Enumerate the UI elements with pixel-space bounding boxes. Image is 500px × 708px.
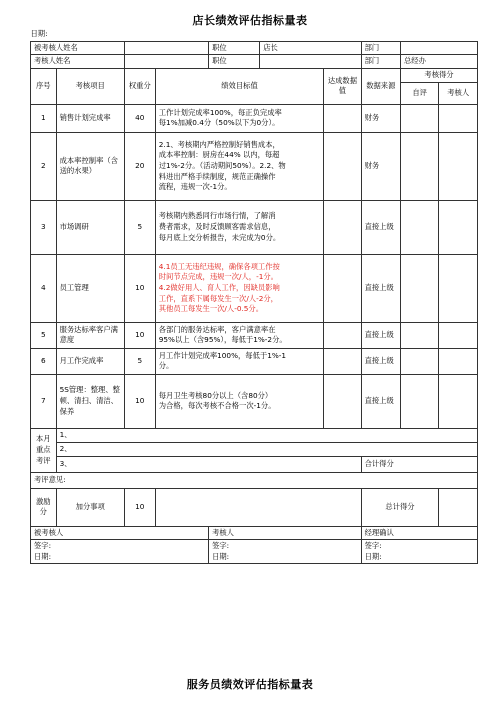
manager-sign-cell[interactable]: [361, 540, 477, 564]
row-weight: 10: [124, 254, 155, 322]
row-self-score[interactable]: [401, 200, 439, 254]
focus-item-3[interactable]: 3、: [56, 456, 361, 472]
row-rater-score[interactable]: [439, 200, 478, 254]
date-label: 日期:: [364, 551, 382, 561]
row-target: [155, 348, 323, 374]
row-no: 6: [31, 348, 57, 374]
table-row: [31, 348, 478, 374]
row-weight: 20: [124, 132, 155, 200]
focus-label: 本月重点考评: [31, 428, 57, 472]
bonus-weight: 10: [124, 488, 155, 526]
assessor-dept-label: 部门: [361, 55, 400, 69]
row-item: 5S管理：整理、整顿、清扫、清洁、保养: [56, 374, 124, 428]
row-rater-score[interactable]: [439, 254, 478, 322]
header-row: [31, 68, 478, 82]
row-source: 财务: [361, 132, 400, 200]
assessee-dept-value[interactable]: [401, 41, 478, 55]
target-line: 4.2做好用人、育人工作，因缺员影响: [158, 282, 280, 292]
row-item: 销售计划完成率: [56, 104, 124, 132]
row-no: 5: [31, 322, 57, 348]
assessee-position-value[interactable]: 店长: [260, 41, 361, 55]
date-label: 日期:: [31, 28, 478, 41]
sign-label: 签字:: [34, 541, 52, 551]
target-line: 费者需求，及时反馈顾客需求信息，: [158, 221, 276, 231]
assessor-name-value[interactable]: [124, 55, 208, 69]
row-achieved[interactable]: [324, 254, 361, 322]
assessee-position-label: 职位: [209, 41, 260, 55]
table-row: [31, 254, 478, 322]
row-source: 直接上级: [361, 322, 400, 348]
row-achieved[interactable]: [324, 132, 361, 200]
header-no: 序号: [31, 68, 57, 104]
row-no: 4: [31, 254, 57, 322]
target-line: 4.1员工无违纪违规，确保各项工作按: [158, 261, 280, 271]
row-weight: 10: [124, 322, 155, 348]
sign-label: 签字:: [212, 541, 230, 551]
bonus-detail[interactable]: [155, 488, 361, 526]
target-line: 其他员工每发生一次/人-0.5分。: [158, 304, 264, 314]
target-line: 时间节点完成，违规一次/人，-1分。: [158, 272, 278, 282]
sign-row: [31, 540, 478, 564]
row-no: 3: [31, 200, 57, 254]
row-item: 月工作完成率: [56, 348, 124, 374]
row-source: 直接上级: [361, 374, 400, 428]
target-line: 过1%-2分。（活动期间50%）。2.2、物: [158, 160, 286, 170]
focus-row: [31, 442, 478, 456]
row-source: 直接上级: [361, 348, 400, 374]
sign-col-manager: 经理确认: [361, 526, 477, 540]
assessor-dept-value[interactable]: 总经办: [401, 55, 478, 69]
bonus-row: [31, 488, 478, 526]
date-label: 日期:: [34, 551, 52, 561]
info-row-assessee: [31, 41, 478, 55]
sign-col-assessee: 被考核人: [31, 526, 209, 540]
row-item: 成本率控制率（含送的水果）: [56, 132, 124, 200]
row-rater-score[interactable]: [439, 132, 478, 200]
header-item: 考核项目: [56, 68, 124, 104]
target-line: 每1%加减0.4分（50%以下为0分）。: [158, 118, 280, 128]
bonus-label: 激励分: [31, 488, 57, 526]
header-target: 绩效目标值: [155, 68, 323, 104]
assessor-position-value[interactable]: [260, 55, 361, 69]
row-achieved[interactable]: [324, 322, 361, 348]
sign-col-assessor: 考核人: [209, 526, 361, 540]
row-achieved[interactable]: [324, 348, 361, 374]
target-line: 工作，直系下属每发生一次/人-2分，: [158, 293, 278, 303]
next-page-title: 服务员绩效评估指标量表: [186, 678, 314, 691]
row-achieved[interactable]: [324, 104, 361, 132]
opinion-row: [31, 472, 478, 488]
row-no: 2: [31, 132, 57, 200]
focus-item-1[interactable]: 1、: [56, 428, 477, 442]
row-source: 财务: [361, 104, 400, 132]
evaluation-table: [30, 28, 478, 564]
row-rater-score[interactable]: [439, 104, 478, 132]
row-weight: 5: [124, 348, 155, 374]
header-weight: 权重分: [124, 68, 155, 104]
bonus-item: 加分事项: [56, 488, 124, 526]
target-line: 流程，违规一次-1分。: [158, 182, 232, 192]
row-weight: 40: [124, 104, 155, 132]
row-item: 服务达标率客户满意度: [56, 322, 124, 348]
row-self-score[interactable]: [401, 104, 439, 132]
row-self-score[interactable]: [401, 254, 439, 322]
bonus-total-value[interactable]: [439, 488, 478, 526]
header-score: 考核得分: [401, 68, 478, 82]
target-line: 各部门的服务达标率，客户满意率在: [158, 324, 276, 334]
focus-item-2[interactable]: 2、: [56, 442, 477, 456]
row-item: 市场调研: [56, 200, 124, 254]
row-self-score[interactable]: [401, 348, 439, 374]
target-line: 料进出严格手续制度，规范正确操作: [158, 171, 276, 181]
row-self-score[interactable]: [401, 322, 439, 348]
target-line: 考核期内熟悉同行市场行情，了解消: [158, 211, 276, 221]
row-target: [155, 374, 323, 428]
table-row: [31, 374, 478, 428]
row-weight: 10: [124, 374, 155, 428]
header-self: 自评: [401, 82, 439, 104]
row-source: 直接上级: [361, 200, 400, 254]
target-line: 2.1、考核期内严格控制好销售成本，: [158, 139, 280, 149]
header-source: 数据来源: [361, 68, 400, 104]
row-rater-score[interactable]: [439, 374, 478, 428]
row-self-score[interactable]: [401, 374, 439, 428]
page-title: 店长绩效评估指标量表: [192, 14, 308, 27]
assessor-position-label: 职位: [209, 55, 260, 69]
header-achieved: 达成数据值: [324, 68, 361, 104]
target-line: 成本率控制：厨房在44% 以内，每超: [158, 150, 280, 160]
row-achieved[interactable]: [324, 200, 361, 254]
sign-label: 签字:: [364, 541, 382, 551]
row-self-score[interactable]: [401, 132, 439, 200]
date-label: 日期:: [212, 551, 230, 561]
target-line: 每月卫生考核80分以上（含80分）: [158, 390, 273, 400]
row-no: 7: [31, 374, 57, 428]
row-no: 1: [31, 104, 57, 132]
assessor-sign-cell[interactable]: [209, 540, 361, 564]
target-line: 分。: [158, 361, 174, 371]
row-target: [155, 200, 323, 254]
row-item: 员工管理: [56, 254, 124, 322]
target-line: 工作计划完成率100%，每正负完成率: [158, 107, 282, 117]
table-row: [31, 322, 478, 348]
assessee-name-label: 被考核人姓名: [31, 41, 125, 55]
assessor-name-label: 考核人姓名: [31, 55, 125, 69]
row-rater-score[interactable]: [439, 348, 478, 374]
row-target: [155, 254, 323, 322]
row-achieved[interactable]: [324, 374, 361, 428]
target-line: 为合格，每次考核不合格一次-1分。: [158, 401, 276, 411]
header-rater: 考核人: [439, 82, 478, 104]
row-target: [155, 322, 323, 348]
info-row-assessor: [31, 55, 478, 69]
date-row: [31, 28, 478, 41]
focus-row: [31, 456, 478, 472]
row-rater-score[interactable]: [439, 322, 478, 348]
row-source: 直接上级: [361, 254, 400, 322]
target-line: 95%以上（含95%），每低于1%-2分。: [158, 335, 287, 345]
row-weight: 5: [124, 200, 155, 254]
assessee-dept-label: 部门: [361, 41, 400, 55]
sign-header-row: [31, 526, 478, 540]
target-line: 每月底上交分析报告，未完成为0分。: [158, 232, 281, 242]
assessee-name-value[interactable]: [124, 41, 208, 55]
table-row: [31, 104, 478, 132]
assessee-sign-cell[interactable]: [31, 540, 209, 564]
focus-total-label: 合计得分: [361, 456, 477, 472]
bonus-total-label: 总计得分: [361, 488, 439, 526]
table-row: [31, 132, 478, 200]
focus-row: [31, 428, 478, 442]
opinion-label[interactable]: 考评意见:: [31, 472, 478, 488]
row-target: [155, 132, 323, 200]
table-row: [31, 200, 478, 254]
row-target: [155, 104, 323, 132]
target-line: 月工作计划完成率100%，每低于1%-1: [158, 350, 287, 360]
